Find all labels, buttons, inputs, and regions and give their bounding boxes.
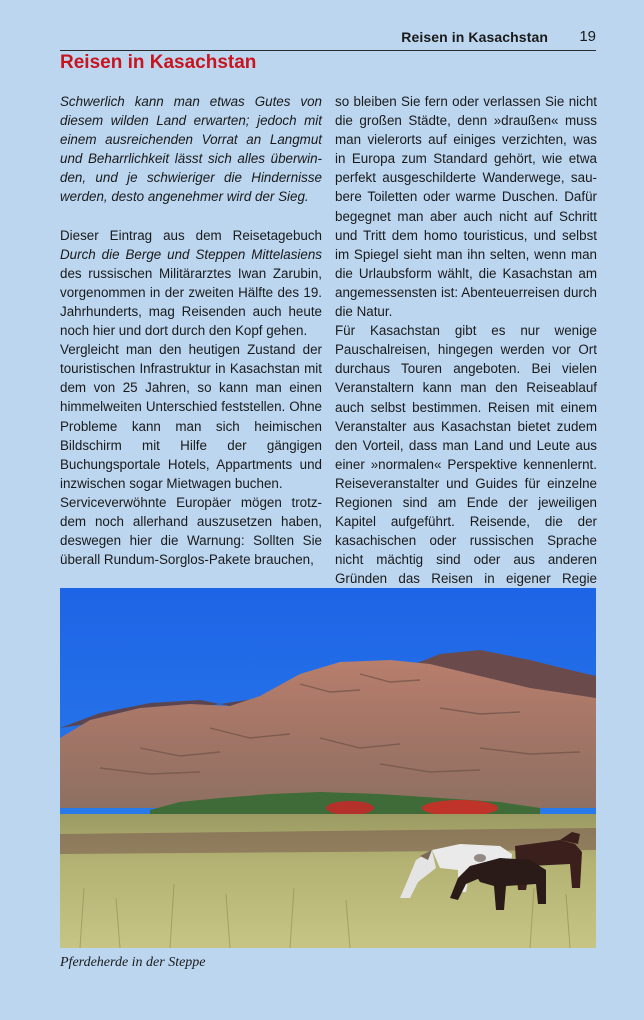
paragraph-tours: Für Kasachstan gibt es nur wenige Pauschalreisen, hingegen werden vor Ort durchaus Touren angeboten. Bei vielen Veranstaltern kann man den Reiseablauf auch selbst bestimmen. Reisen mit einem Veranstalter aus Kasachstan bietet zudem den Vorteil, dass man Land und Leute aus einer »normalen« Perspektive kennenlernt. Reiseveranstalter und Guides für einzelne Regionen sind am Ende der jeweiligen Kapitel aufgeführt. Reisende, die der kasachischen oder russischen Sprache nicht mächtig sind oder aus anderen Gründen das Reisen in eigener Regie	[335, 323, 597, 587]
steppe-horses-photo	[60, 588, 596, 948]
paragraph-infrastructure: Vergleicht man den heutigen Zustand der touristischen Infrastruktur in Kasachstan mit dem von 25 Jahren, so kann man einen himmelweiten Unterschied feststellen. Ohne Probleme kann man sich heimischen Bildschirm mit Hilfe der gängigen Buchungsportale Hotels, Appartments und inzwischen sogar Mietwagen buchen.	[60, 342, 322, 491]
paragraph-warning: Serviceverwöhnte Europäer mögen trotzdem noch allerhand auszusetzen haben, deswegen hier die Warnung: Sollten Sie überall Rundum-Sorglos-Pakete brauchen,	[60, 494, 322, 568]
running-title: Reisen in Kasachstan	[401, 29, 548, 45]
right-column	[335, 92, 597, 608]
book-title: Durch die Berge und Steppen Mittelasiens	[60, 246, 322, 262]
page-header	[60, 28, 596, 51]
chapter-title: Reisen in Kasachstan	[60, 52, 257, 73]
paragraph-text: Dieser Eintrag aus dem Reisetagebuch	[60, 227, 322, 243]
left-column	[60, 92, 322, 569]
photo-caption: Pferdeherde in der Steppe	[60, 955, 206, 970]
paragraph-adventure: so bleiben Sie fern oder verlassen Sie nicht die großen Städte, denn »draußen« muss man vielerorts auf einiges verzichten, was in Europa zum Standard gehört, wie etwa perfekt ausgeschilderte Wanderwege, saubere Toiletten oder warme Duschen. Dafür begegnet man aber auch nicht auf Schritt und Tritt dem homo touristicus, und selbst im Spiegel sieht man ihn selten, wenn man die Urlaubsform wählt, die Kasachstan am angemessensten ist: Abenteuerreisen durch die Natur.	[335, 94, 597, 320]
paragraph-diary-entry	[60, 226, 322, 341]
paragraph-text: des russischen Militärarztes Iwan Zarubin, vorgenommen in der zweiten Hälfte des 19. Jahrhunderts, mag Reisenden auch heute noch hier und dort durch den Kopf gehen.	[60, 265, 322, 339]
page-number: 19	[579, 28, 596, 45]
epigraph: Schwerlich kann man etwas Gutes von diesem wilden Land erwarten; jedoch mit einem ausreichenden Vorrat an Langmut und Beharrlichkeit lässt sich alles überwinden, und je schwieriger die Hindernisse werden, desto angenehmer wird der Sieg.	[60, 94, 322, 205]
